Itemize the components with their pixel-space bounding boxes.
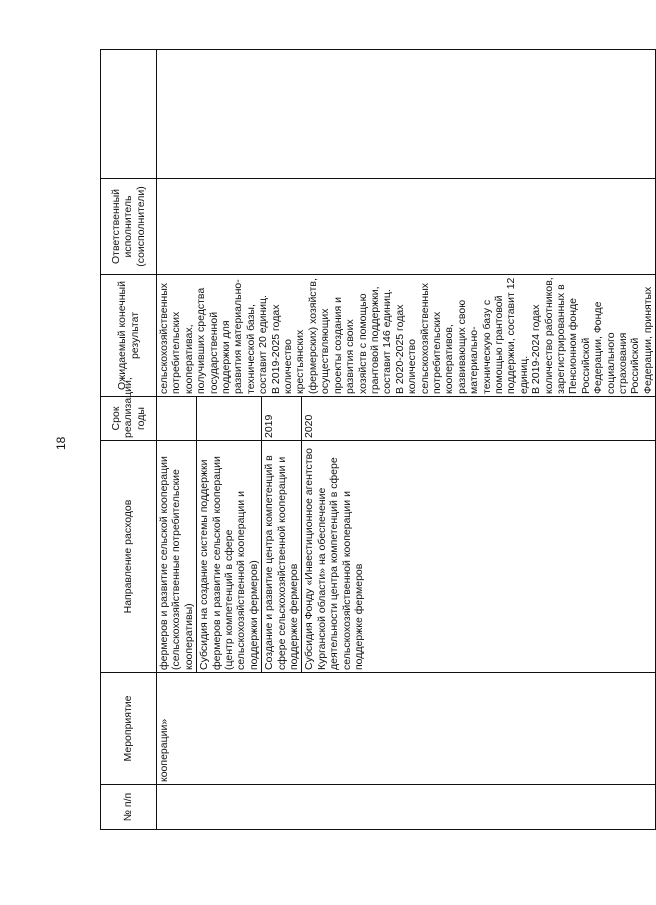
rotated-page: [54, 50, 654, 830]
program-table: [100, 49, 656, 830]
page-number: 18: [54, 436, 68, 450]
header-empty: [101, 50, 157, 179]
row-num-cell: [157, 785, 656, 830]
result-item: сельскохозяйственных потребительских кооперативах, получивших средства государственной поддержки для развития материально-технической базы, составит 20 единиц.: [158, 279, 270, 394]
result-cell: [157, 275, 656, 397]
header-term: Срок реализации, годы: [101, 397, 157, 441]
header-event: Мероприятие: [101, 673, 157, 785]
result-list: [158, 277, 654, 394]
term-cell: [197, 397, 262, 441]
result-item: В 2020-2025 годах количество сельскохозяйственных потребительских кооперативов, развивающих свою материально-техническую базу с помощью грантовой поддержки, составит 12 единиц.: [393, 277, 530, 394]
header-row: [101, 50, 157, 830]
header-direction: Направление расходов: [101, 441, 157, 673]
direction-cell: Субсидия на создание системы поддержки фермеров и развитие сельской кооперации (центр компетенций в сфере сельскохозяйственной кооперации и поддержки фермеров): [197, 441, 262, 673]
result-item: В 2019-2024 годах количество работников, зарегистрированных в Пенсионном фонде Российской Федерации, Фонде социального страхования Российской Федерации, принятых: [530, 277, 654, 394]
header-num: № п/п: [101, 785, 157, 830]
result-item: В 2019-2025 годах количество крестьянских (фермерских) хозяйств, осуществляющих проекты создания и развития своих хозяйств с помощью грантовой поддержки, составит 146 единиц.: [269, 278, 394, 394]
direction-cell: Субсидия Фонду «Инвестиционное агентство Курганской области» на обеспечение деятельности центра компетенций в сфере сельскохозяйственной кооперации и поддержке фермеров: [302, 441, 656, 673]
responsible-cell: [157, 179, 656, 275]
table-row: [157, 50, 197, 830]
event-cell: кооперации»: [157, 673, 656, 785]
header-responsible: Ответственный исполнитель (соисполнители): [101, 179, 157, 275]
direction-cell: Создание и развитие центра компетенций в сфере сельскохозяйственной кооперации и поддержке фермеров: [262, 441, 302, 673]
term-cell: 2019: [262, 397, 302, 441]
term-cell: [157, 397, 197, 441]
term-cell: 2020: [302, 397, 656, 441]
direction-cell: фермеров и развитие сельской кооперации (сельскохозяйственные потребительские кооперативы): [157, 441, 197, 673]
extra-cell: [157, 50, 656, 179]
header-result: Ожидаемый конечный результат: [101, 275, 157, 397]
